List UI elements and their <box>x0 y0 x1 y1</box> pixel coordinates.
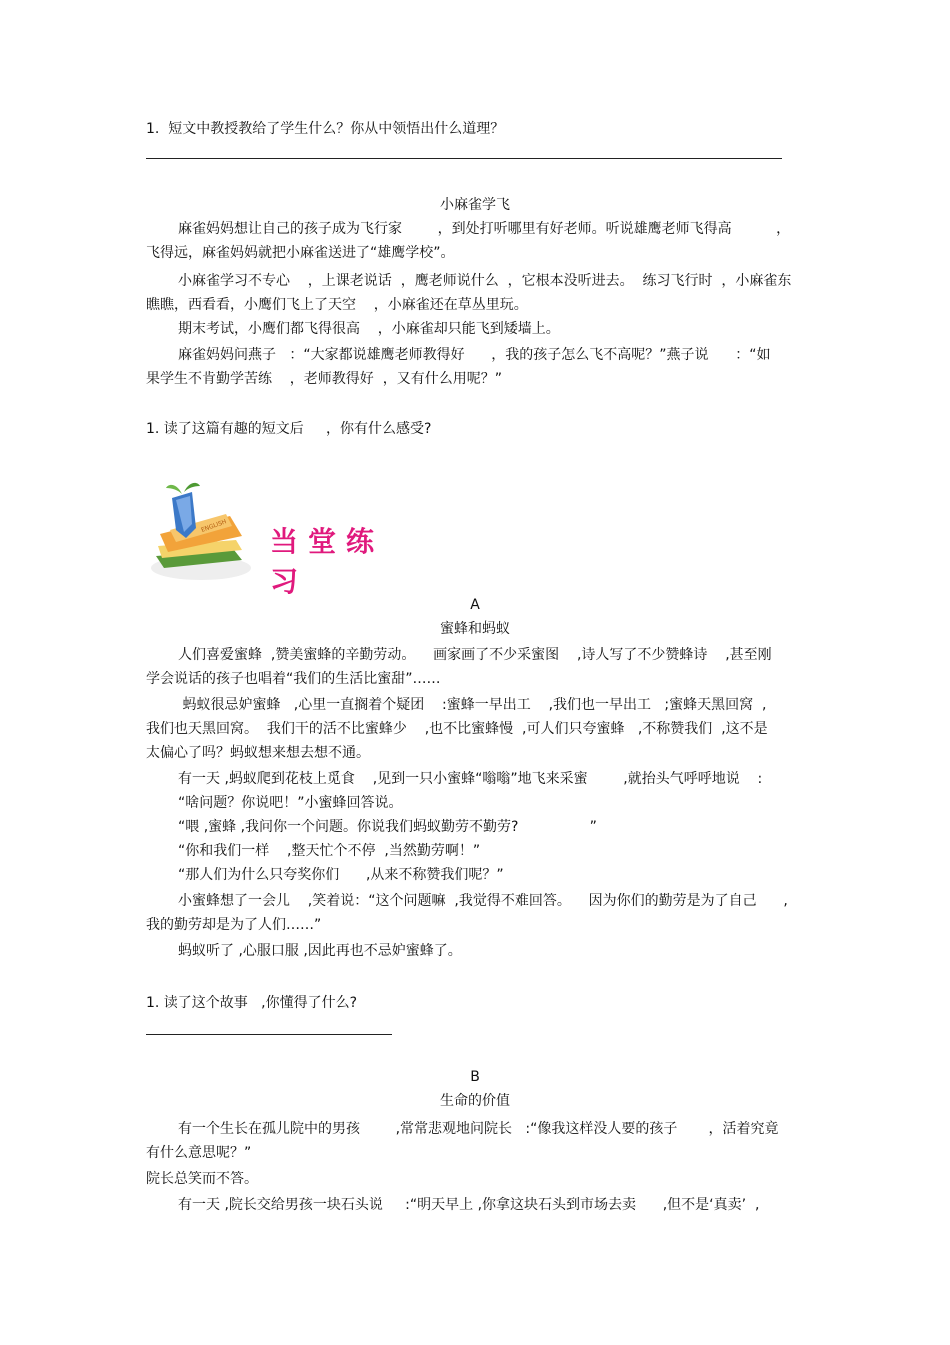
part-b-title: 生命的价值 <box>440 1093 510 1109</box>
paragraph-line: 蚂蚁听了 ,心服口服 ,因此再也不忌妒蜜蜂了。 <box>178 943 462 959</box>
paragraph-line: 小麻雀学习不专心 ，上课老说话 ，鹰老师说什么 ，它根本没听进去。 练习飞行时 ，小麻雀东 <box>178 273 792 289</box>
part-b-label: B <box>470 1069 480 1085</box>
paragraph-line: 人们喜爱蜜蜂 ,赞美蜜蜂的辛勤劳动。 画家画了不少采蜜图 ,诗人写了不少赞蜂诗 ,甚至刚 <box>178 647 772 663</box>
story-title: 小麻雀学飞 <box>440 197 510 213</box>
banner-title: 当堂练习 <box>270 525 385 598</box>
question-1: 1. 短文中教授教给了学生什么？你从中领悟出什么道理？ <box>146 121 505 137</box>
paragraph-line: 期末考试，小鹰们都飞得很高 ，小麻雀却只能飞到矮墙上。 <box>178 321 560 337</box>
paragraph-line: 果学生不肯勤学苦练 ，老师教得好 ，又有什么用呢？” <box>146 371 502 387</box>
paragraph-line: “那人们为什么只夸奖你们 ,从来不称赞我们呢？” <box>178 867 504 883</box>
paragraph-line: 瞧瞧，西看看，小鹰们飞上了天空 ，小麻雀还在草丛里玩。 <box>146 297 528 313</box>
paragraph-line: 有一天 ,蚂蚁爬到花枝上觅食 ,见到一只小蜜蜂“嗡嗡”地飞来采蜜 ,就抬头气呼呼地说 : <box>178 771 763 787</box>
paragraph-line: “喂 ,蜜蜂 ,我问你一个问题。你说我们蚂蚁勤劳不勤劳? ” <box>178 819 597 835</box>
paragraph-line: 麻雀妈妈问燕子 ：“大家都说雄鹰老师教得好 ，我的孩子怎么飞不高呢？”燕子说 ：“如 <box>178 347 771 363</box>
practice-banner <box>146 476 416 598</box>
paragraph-line: “啥问题？你说吧！”小蜜蜂回答说。 <box>178 795 403 811</box>
paragraph-line: 小蜜蜂想了一会儿 ,笑着说：“这个问题嘛 ,我觉得不难回答。 因为你们的勤劳是为了自己 , <box>178 893 788 909</box>
question-2: 1. 读了这篇有趣的短文后 ，你有什么感受? <box>146 421 432 437</box>
paragraph-line: 院长总笑而不答。 <box>146 1171 258 1187</box>
part-a-label: A <box>470 597 480 613</box>
paragraph-line: 有一天 ,院长交给男孩一块石头说 :“明天早上 ,你拿这块石头到市场去卖 ,但不是‘真卖’ , <box>178 1197 760 1213</box>
question-3: 1. 读了这个故事 ,你懂得了什么? <box>146 995 358 1011</box>
paragraph-line: 有一个生长在孤儿院中的男孩 ,常常悲观地问院长 :“像我这样没人要的孩子 ，活着究竟 <box>178 1121 779 1137</box>
paragraph-line: 有什么意思呢？” <box>146 1145 252 1161</box>
book-label: ENGLISH <box>200 518 228 534</box>
paragraph-line: 我们也天黑回窝。 我们干的活不比蜜蜂少 ,也不比蜜蜂慢 ,可人们只夸蜜蜂 ,不称赞我们 ,这不是 <box>146 721 768 737</box>
answer-line <box>146 1034 392 1035</box>
paragraph-line: 我的勤劳却是为了人们……” <box>146 917 322 933</box>
paragraph-line: 太偏心了吗？蚂蚁想来想去想不通。 <box>146 745 370 761</box>
paragraph-line: “你和我们一样 ,整天忙个不停 ,当然勤劳啊！” <box>178 843 481 859</box>
part-a-title: 蜜蜂和蚂蚁 <box>440 621 510 637</box>
paragraph-line: 蚂蚁很忌妒蜜蜂 ,心里一直搁着个疑团 :蜜蜂一早出工 ,我们也一早出工 ;蜜蜂天黑回窝 , <box>178 697 767 713</box>
paragraph-line: 学会说话的孩子也唱着“我们的生活比蜜甜”…… <box>146 671 441 687</box>
paragraph-line: 麻雀妈妈想让自己的孩子成为飞行家 ，到处打听哪里有好老师。听说雄鹰老师飞得高 ， <box>178 221 791 237</box>
paragraph-line: 飞得远，麻雀妈妈就把小麻雀送进了“雄鹰学校”。 <box>146 245 455 261</box>
answer-line <box>146 158 782 159</box>
